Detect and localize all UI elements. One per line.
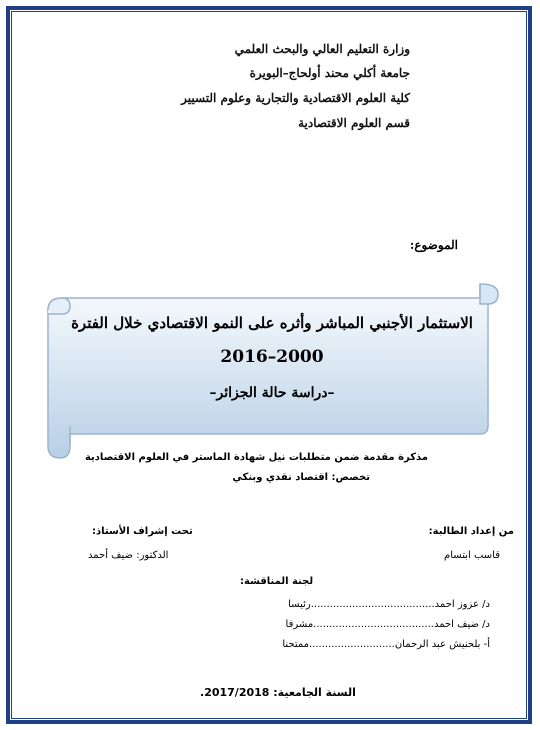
- committee-member-president: د/ عزوز احمد.......................................رئيسا: [288, 599, 490, 610]
- university-line: جامعة أكلي محند أولحاج–البويرة: [249, 66, 410, 80]
- committee-label: لجنة المناقشة:: [240, 576, 314, 587]
- thesis-title-line3: –دراسة حالة الجزائر–: [209, 385, 335, 401]
- thesis-title-line2: 2000–2016: [220, 347, 324, 367]
- committee-member-examiner: أ- بلحنيش عبد الرحمان...........................ممتحنا: [282, 639, 490, 650]
- academic-year: السنة الجامعية: 2017/2018.: [200, 686, 356, 699]
- supervisor-label: تحت إشراف الأستاذ:: [92, 526, 193, 537]
- student-name: قاسب ابتسام: [444, 550, 500, 561]
- supervisor-name: الدكتور: ضيف أحمد: [88, 550, 169, 561]
- faculty-line: كلية العلوم الاقتصادية والتجارية وعلوم التسيير: [181, 91, 410, 105]
- department-line: قسم العلوم الاقتصادية: [298, 116, 410, 130]
- thesis-note: مذكرة مقدمة ضمن متطلبات نيل شهادة الماستر في العلوم الاقتصادية: [84, 452, 428, 463]
- committee-member-supervisor: د/ ضيف احمد......................................مشرفا: [285, 619, 490, 630]
- ministry-line: وزارة التعليم العالي والبحث العلمي: [234, 42, 410, 56]
- student-label: من إعداد الطالبة:: [428, 526, 514, 537]
- title-scroll-banner: [40, 276, 510, 466]
- specialty-note: تخصص: اقتصاد نقدي وبنكي: [232, 472, 370, 483]
- thesis-title-line1: الاستثمار الأجنبي المباشر وأثره على النمو الاقتصادي خلال الفترة: [71, 314, 473, 332]
- subject-label: الموضوع:: [409, 238, 458, 252]
